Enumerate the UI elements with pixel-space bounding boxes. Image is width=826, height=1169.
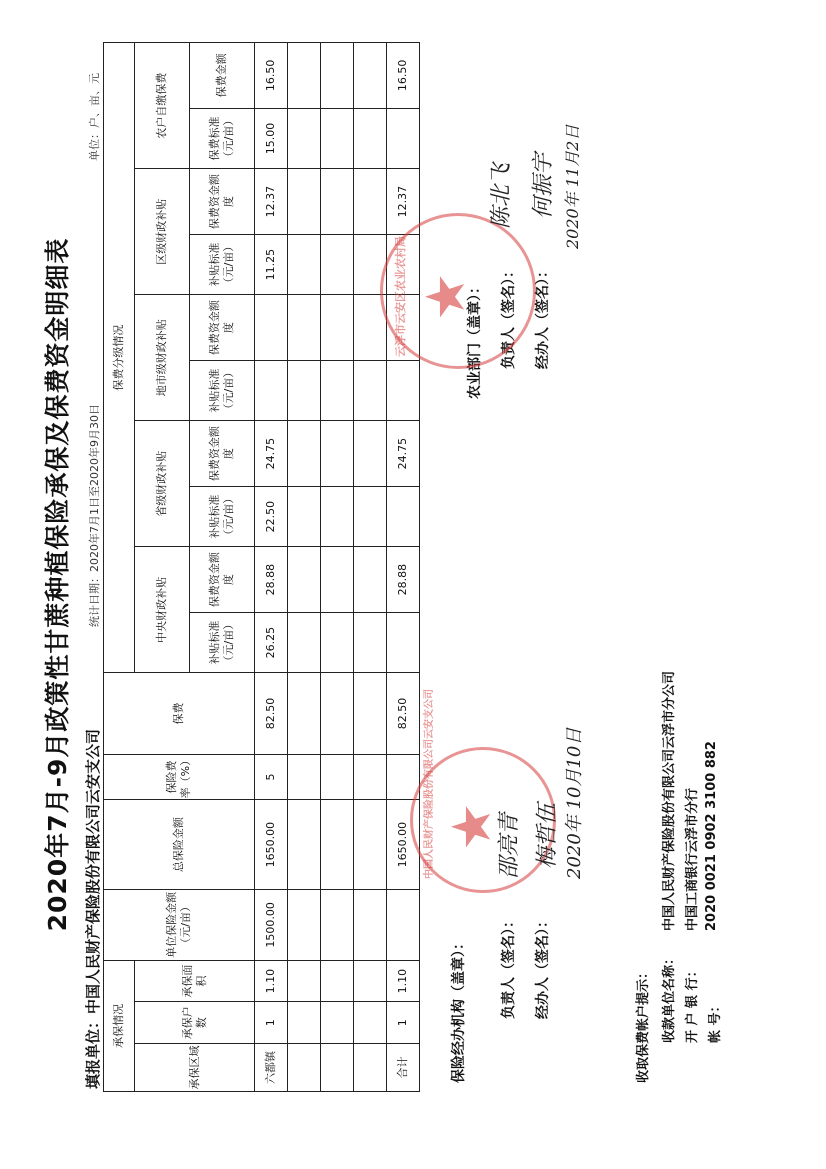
cell-province-amt: 24.75 — [255, 421, 288, 487]
cell-area: 六都镇 — [255, 1044, 288, 1092]
statistics-period: 统计日期：2020年7月1日至2020年9月30日 — [88, 404, 101, 627]
province-amt-header: 保费资金额度 — [190, 421, 255, 487]
account-bank-value: 中国工商银行云浮市分行 — [685, 787, 700, 931]
cell-city-std — [255, 360, 288, 420]
total-unit-amount — [387, 889, 420, 960]
insurer-leader-signature: 邵亮青 — [497, 812, 522, 879]
city-std-header: 补贴标准（元/亩） — [190, 360, 255, 420]
col-premium: 保费 — [104, 673, 255, 754]
total-farmer-amt: 16.50 — [387, 43, 420, 109]
insurer-handler-label: 经办人（签名）： — [535, 914, 551, 1019]
unit-note: 单位：户、亩、元 — [88, 73, 101, 161]
total-central-std — [387, 612, 420, 672]
agri-seal-text: 云浮市云安区农业农村局 — [394, 236, 407, 357]
farmer-amt-header: 保费金额 — [190, 43, 255, 109]
agri-dept-seal-label: 农业部门（盖章）： — [467, 280, 483, 399]
col-acres: 承保面积 — [135, 960, 255, 1002]
cell-district-std: 11.25 — [255, 234, 288, 294]
insurer-seal-label: 保险经办机构（盖章）： — [451, 936, 467, 1083]
city-amt-header: 保费资金额度 — [190, 295, 255, 361]
central-amt-header: 保费资金额度 — [190, 547, 255, 613]
cell-central-std: 26.25 — [255, 612, 288, 672]
agri-handler-label: 经办人（签名）： — [535, 264, 551, 369]
account-number-label: 帐 号： — [708, 999, 723, 1043]
district-std-header: 补贴标准（元/亩） — [190, 234, 255, 294]
col-district: 区级财政补贴 — [135, 169, 190, 295]
col-central: 中央财政补贴 — [135, 547, 190, 673]
account-number-value: 2020 0021 0902 3100 882 — [704, 741, 719, 931]
account-name-value: 中国人民财产保险股份有限公司云浮市分公司 — [662, 670, 677, 931]
cell-city-amt — [255, 295, 288, 361]
col-province: 省级财政补贴 — [135, 421, 190, 547]
insurer-seal-text: 中国人民财产保险股份有限公司云安支公司 — [424, 689, 435, 879]
total-farmer-std — [387, 108, 420, 168]
agri-seal-star-icon: ★ — [414, 272, 477, 321]
premium-table — [103, 42, 420, 1092]
total-row — [387, 43, 420, 1092]
cell-households: 1 — [255, 1002, 288, 1044]
cell-district-amt: 12.37 — [255, 169, 288, 235]
agri-sign-date: 2020年 11月2日 — [563, 124, 582, 249]
header-row-1 — [104, 43, 135, 1092]
col-city: 地市级财政补贴 — [135, 295, 190, 421]
total-province-amt: 24.75 — [387, 421, 420, 487]
cell-province-std: 22.50 — [255, 486, 288, 546]
insurer-sign-date: 2020年 10月10日 — [564, 727, 585, 879]
total-district-amt: 12.37 — [387, 169, 420, 235]
filler-unit: 填报单位：中国人民财产保险股份有限公司云安支公司 — [84, 728, 102, 1089]
agri-leader-signature: 陈北飞 — [489, 162, 514, 229]
province-std-header: 补贴标准（元/亩） — [190, 486, 255, 546]
agri-handler-signature: 何振宇 — [531, 152, 556, 219]
total-province-std — [387, 486, 420, 546]
total-acres: 1.10 — [387, 960, 420, 1002]
cell-premium: 82.50 — [255, 673, 288, 754]
account-name-label: 收款单位名称： — [662, 951, 677, 1043]
insurer-leader-label: 负责人（签名）： — [501, 914, 517, 1019]
total-total-amount: 1650.00 — [387, 800, 420, 890]
cell-total-amount: 1650.00 — [255, 800, 288, 890]
account-bank-label: 开 户 银 行： — [685, 964, 700, 1043]
cell-acres: 1.10 — [255, 960, 288, 1002]
cell-farmer-amt: 16.50 — [255, 43, 288, 109]
insurer-handler-signature: 梅哲伍 — [535, 802, 560, 869]
table-row-empty — [321, 43, 354, 1092]
table-row-empty — [288, 43, 321, 1092]
document-title: 2020年7月-9月政策性甘蔗种植保险承保及保费资金明细表 — [43, 237, 72, 932]
agri-leader-label: 负责人（签名）： — [501, 264, 517, 369]
farmer-std-header: 保费标准（元/亩） — [190, 108, 255, 168]
total-city-std — [387, 360, 420, 420]
table-row-empty — [354, 43, 387, 1092]
total-households: 1 — [387, 1002, 420, 1044]
col-unit-amount: 单位保险金额（元/亩） — [104, 889, 255, 960]
table-row — [255, 43, 288, 1092]
central-std-header: 补贴标准（元/亩） — [190, 612, 255, 672]
account-heading: 收取保费帐户提示： — [636, 965, 651, 1083]
group-coverage: 承保情况 — [104, 960, 135, 1091]
col-farmer: 农户自缴保费 — [135, 43, 190, 169]
cell-farmer-std: 15.00 — [255, 108, 288, 168]
cell-rate: 5 — [255, 754, 288, 800]
cell-central-amt: 28.88 — [255, 547, 288, 613]
total-premium: 82.50 — [387, 673, 420, 754]
group-premium-split: 保费分级情况 — [104, 43, 135, 673]
col-total-amount: 总保险金额 — [104, 800, 255, 890]
total-central-amt: 28.88 — [387, 547, 420, 613]
total-label: 合计 — [387, 1044, 420, 1092]
cell-unit-amount: 1500.00 — [255, 889, 288, 960]
insurer-seal-star-icon: ★ — [440, 802, 503, 851]
district-amt-header: 保费资金额度 — [190, 169, 255, 235]
col-rate: 保险费率（%） — [104, 754, 255, 800]
col-households: 承保户数 — [135, 1002, 255, 1044]
col-area: 承保区域 — [135, 1044, 255, 1092]
